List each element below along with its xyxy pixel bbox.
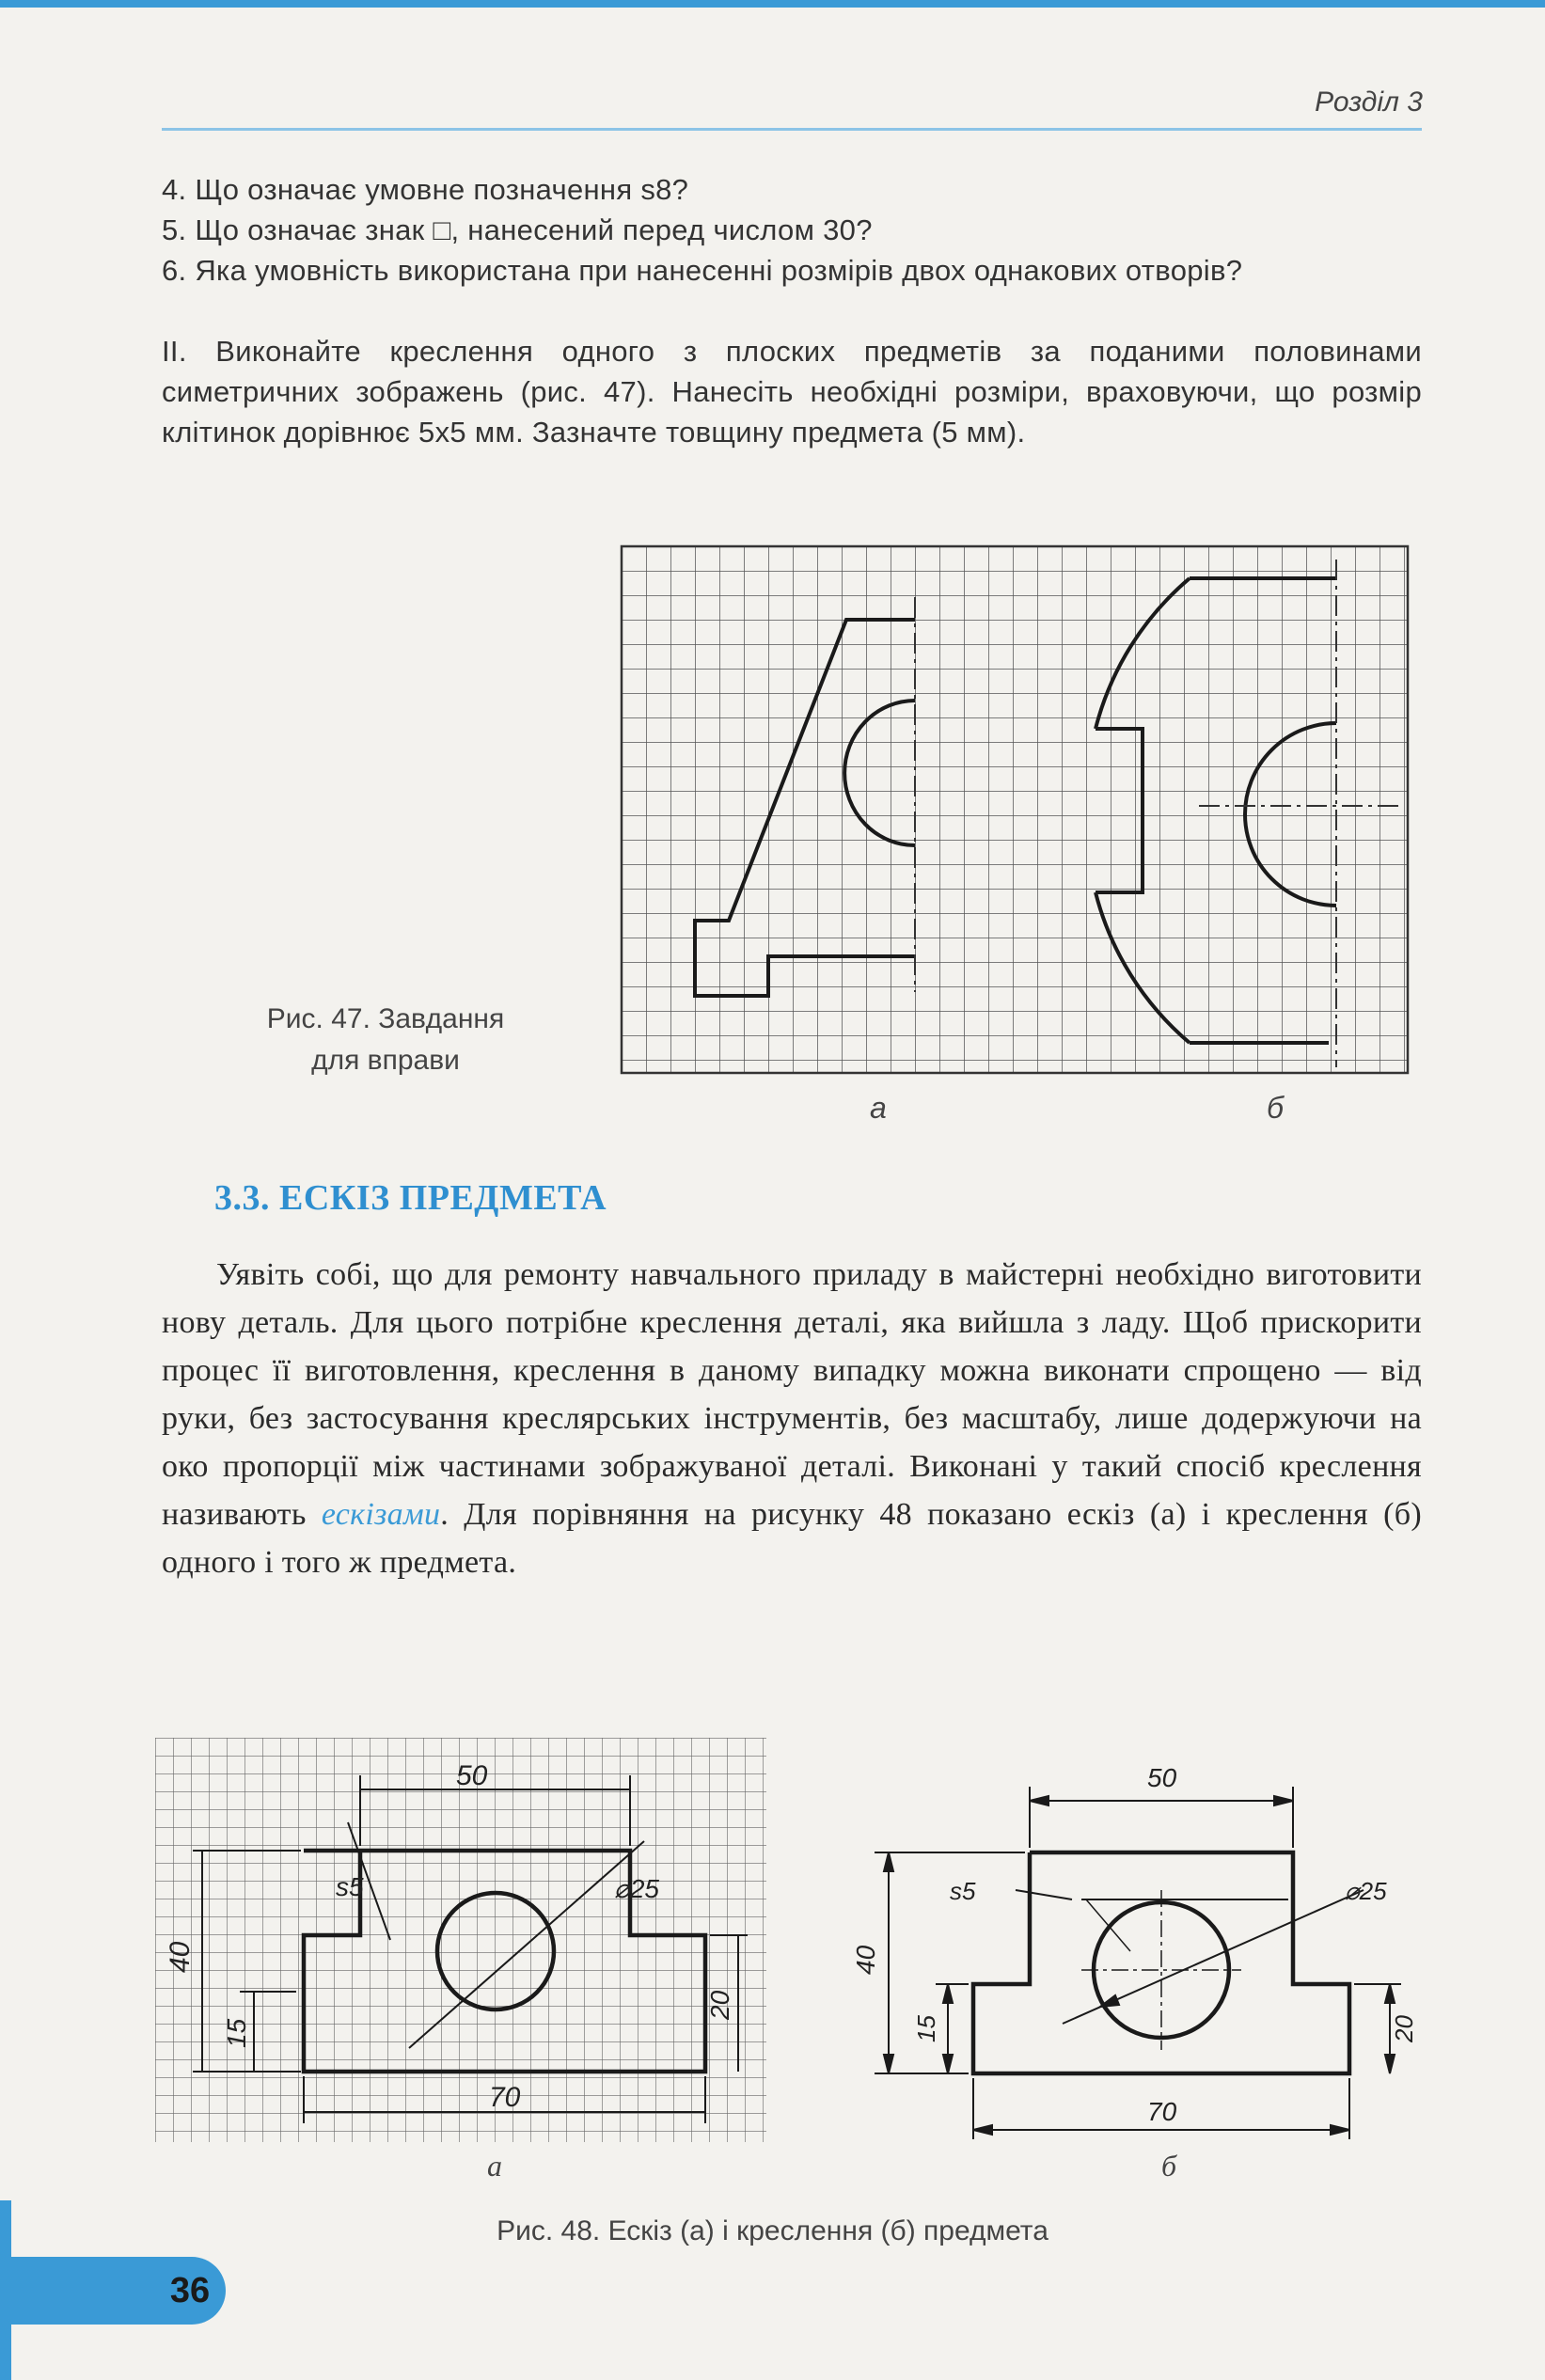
drawing-dim-50: 50 — [1147, 1763, 1177, 1792]
grid-48a — [155, 1738, 766, 2142]
figure-47-label-a: а — [870, 1091, 887, 1125]
running-header: Розділ 3 — [1315, 87, 1423, 118]
drawing-dimensions — [875, 1787, 1401, 2139]
drawing-dim-d25: ⌀25 — [1345, 1877, 1387, 1905]
sketch-dim-20: 20 — [705, 1990, 734, 2020]
figure-47-caption-line2: для вправи — [311, 1045, 460, 1076]
drawing-dim-15: 15 — [912, 2015, 940, 2042]
figure-48-label-a: а — [487, 2149, 502, 2183]
term-sketches: ескізами — [321, 1497, 441, 1532]
sketch-dim-40: 40 — [165, 1941, 196, 1973]
figure-48-label-b: б — [1161, 2149, 1177, 2183]
figure-48-caption: Рис. 48. Ескіз (а) і креслення (б) предмета — [497, 2215, 1048, 2246]
figure-48a-sketch — [155, 1738, 766, 2142]
task-2: II. Виконайте креслення одного з плоских предметів за поданими половинами симетричних зображень (рис. 47). Нанесіть необхідні розміри, враховуючи, що розмір клітинок дорівнює 5х5 мм. Зазначте товщину предмета (5 мм). — [162, 335, 1422, 449]
body-paragraph — [162, 1251, 1422, 1586]
section-heading: 3.3. ЕСКІЗ ПРЕДМЕТА — [214, 1178, 607, 1218]
figure-48b-drawing — [837, 1749, 1439, 2144]
paragraph-text-after: . Для порівняння на рисунку 48 показано ескіз (а) і креслення (б) одного і того ж предмета. — [162, 1497, 1422, 1580]
sketch-dim-70: 70 — [489, 2082, 521, 2113]
sketch-dim-d25: ⌀25 — [614, 1874, 660, 1903]
question-4: 4. Що означає умовне позначення s8? — [162, 173, 689, 206]
sketch-dim-50: 50 — [456, 1760, 488, 1791]
drawing-dim-s5: s5 — [950, 1877, 976, 1905]
sketch-dim-s5: s5 — [336, 1872, 364, 1901]
top-accent-strip — [0, 0, 1545, 8]
drawing-dim-20: 20 — [1390, 2015, 1418, 2042]
sketch-dim-15: 15 — [222, 2018, 251, 2048]
page-number: 36 — [169, 2271, 211, 2310]
figure-47 — [616, 541, 1415, 1081]
drawing-dim-70: 70 — [1147, 2097, 1177, 2126]
question-5: 5. Що означає знак □, нанесений перед числом 30? — [162, 213, 873, 246]
figure-47-label-b: б — [1267, 1091, 1284, 1125]
header-rule — [162, 128, 1422, 131]
figure-47-caption — [216, 999, 555, 1081]
question-6: 6. Яка умовність використана при нанесенні розмірів двох однакових отворів? — [162, 254, 1243, 287]
drawing-dim-40: 40 — [851, 1945, 880, 1975]
figure-47-caption-line1: Рис. 47. Завдання — [266, 1003, 505, 1034]
paragraph-text-before: Уявіть собі, що для ремонту навчального приладу в майстерні необхідно виготовити нову деталь. Для цього потрібне креслення деталі, яка вийшла з ладу. Щоб прискорити процес її виготовлення, креслення в даному випадку можна виконати спрощено — від руки, без застосування креслярських інструментів, без масштабу, лише додержуючи на око пропорції між частинами зображуваної деталі. Виконані у такий спосіб креслення називають — [162, 1257, 1422, 1532]
